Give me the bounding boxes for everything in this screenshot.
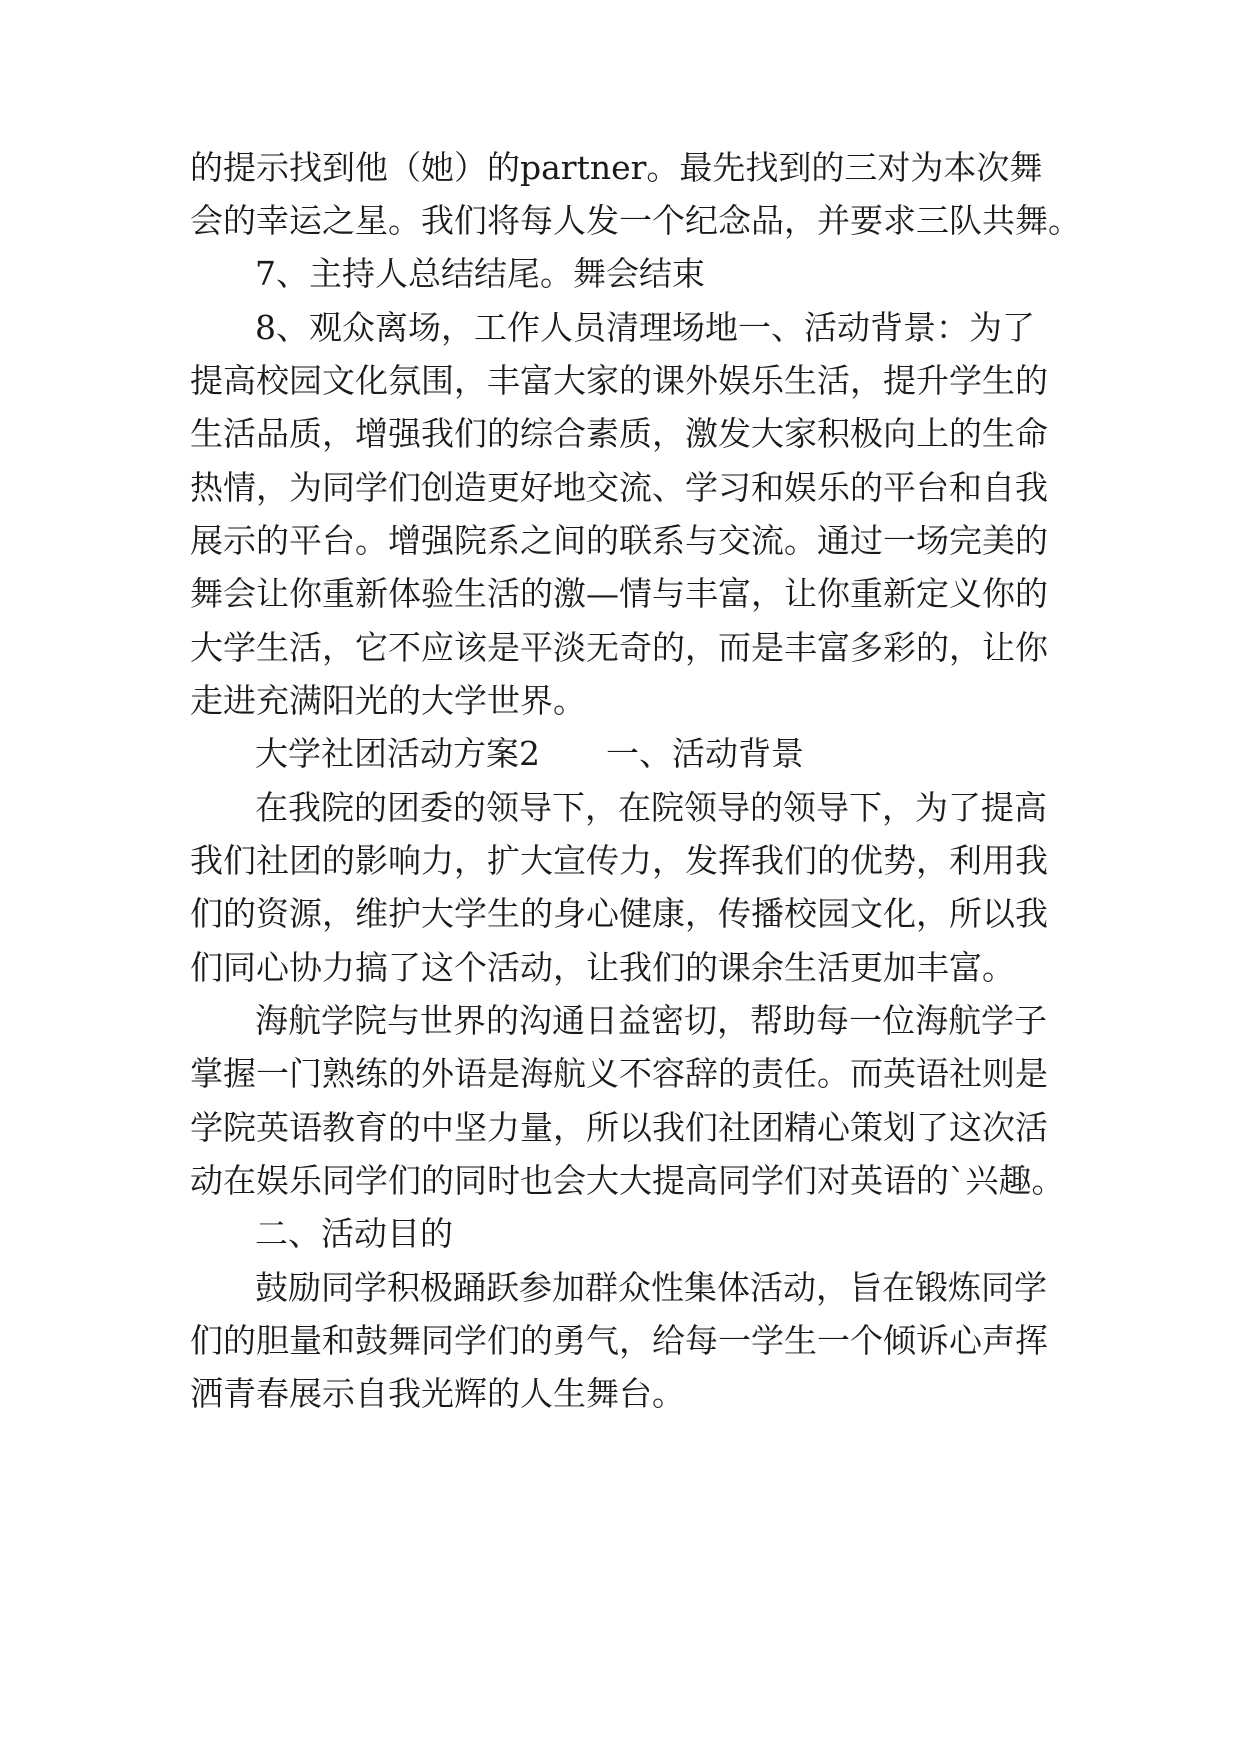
text-line-18: 掌握一门熟练的外语是海航义不容辞的责任。而英语社则是	[190, 1054, 1048, 1093]
section-heading: 大学社团活动方案2 一、活动背景	[255, 734, 804, 773]
text-line-16: 们同心协力搞了这个活动，让我们的课余生活更加丰富。	[190, 948, 1015, 987]
text-line-13: 在我院的团委的领导下，在院领导的领导下，为了提高	[255, 788, 1047, 827]
text-line-22: 鼓励同学积极踊跃参加群众性集体活动，旨在锻炼同学	[255, 1268, 1047, 1307]
text-line-8: 展示的平台。增强院系之间的联系与交流。通过一场完美的	[190, 521, 1048, 560]
text-line-7: 热情，为同学们创造更好地交流、学习和娱乐的平台和自我	[190, 468, 1048, 507]
section-subheading: 二、活动目的	[255, 1214, 453, 1253]
text-line-2: 会的幸运之星。我们将每人发一个纪念品，并要求三队共舞。	[190, 201, 1081, 240]
text-line-19: 学院英语教育的中坚力量，所以我们社团精心策划了这次活	[190, 1108, 1048, 1147]
text-line-9: 舞会让你重新体验生活的激—情与丰富，让你重新定义你的	[190, 574, 1048, 613]
text-line-10: 大学生活，它不应该是平淡无奇的，而是丰富多彩的，让你	[190, 628, 1048, 667]
text-line-5: 提高校园文化氛围，丰富大家的课外娱乐生活，提升学生的	[190, 361, 1048, 400]
text-line-3: 7、主持人总结结尾。舞会结束	[255, 254, 705, 293]
text-line-15: 们的资源，维护大学生的身心健康，传播校园文化，所以我	[190, 894, 1048, 933]
text-line-17: 海航学院与世界的沟通日益密切，帮助每一位海航学子	[255, 1001, 1047, 1040]
text-line-6: 生活品质，增强我们的综合素质，激发大家积极向上的生命	[190, 414, 1048, 453]
text-line-23: 们的胆量和鼓舞同学们的勇气，给每一学生一个倾诉心声挥	[190, 1321, 1048, 1360]
text-line-4: 8、观众离场，工作人员清理场地一、活动背景：为了	[255, 308, 1035, 347]
text-line-14: 我们社团的影响力，扩大宣传力，发挥我们的优势，利用我	[190, 841, 1048, 880]
text-line-24: 洒青春展示自我光辉的人生舞台。	[190, 1374, 685, 1413]
text-line-1: 的提示找到他（她）的partner。最先找到的三对为本次舞	[190, 148, 1043, 187]
text-line-11: 走进充满阳光的大学世界。	[190, 681, 586, 720]
text-line-20: 动在娱乐同学们的同时也会大大提高同学们对英语的`兴趣。	[190, 1161, 1065, 1200]
